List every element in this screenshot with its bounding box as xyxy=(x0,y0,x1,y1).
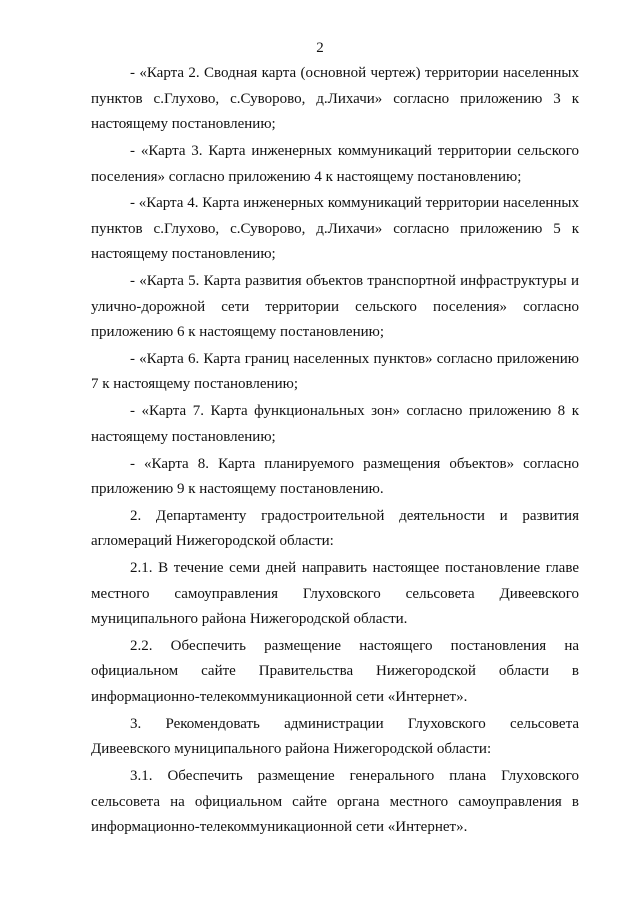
paragraph-map-2: - «Карта 2. Сводная карта (основной чертеж) территории населенных пунктов с.Глухово, с.Суворово, д.Лихачи» согласно приложению 3 к настоящему постановлению; xyxy=(91,65,579,133)
paragraph-map-4: - «Карта 4. Карта инженерных коммуникаций территории населенных пунктов с.Глухово, с.Суворово, д.Лихачи» согласно приложению 5 к настоящему постановлению; xyxy=(91,195,579,263)
paragraph-map-7: - «Карта 7. Карта функциональных зон» согласно приложению 8 к настоящему постановлению; xyxy=(91,403,579,445)
paragraph-item-3: 3. Рекомендовать администрации Глуховского сельсовета Дивеевского муниципального района Нижегородской области: xyxy=(91,715,579,758)
paragraph-item-2: 2. Департаменту градостроительной деятельности и развития агломераций Нижегородской области: xyxy=(91,507,579,550)
page-number: 2 xyxy=(316,40,324,56)
document-body xyxy=(91,60,579,841)
paragraph-item-3-1: 3.1. Обеспечить размещение генерального плана Глуховского сельсовета на официальном сайте органа местного самоуправления в информационно-телекоммуникационной сети «Интернет». xyxy=(91,768,579,836)
paragraph-map-3: - «Карта 3. Карта инженерных коммуникаций территории сельского поселения» согласно приложению 4 к настоящему постановлению; xyxy=(91,143,579,185)
paragraph-map-5: - «Карта 5. Карта развития объектов транспортной инфраструктуры и улично-дорожной сети территории сельского поселения» согласно приложению 6 к настоящему постановлению; xyxy=(91,273,579,341)
paragraph-item-2-2: 2.2. Обеспечить размещение настоящего постановления на официальном сайте Правительства Нижегородской области в информационно-телекоммуникационной сети «Интернет». xyxy=(91,637,579,705)
paragraph-map-8: - «Карта 8. Карта планируемого размещения объектов» согласно приложению 9 к настоящему постановлению. xyxy=(91,455,579,498)
paragraph-map-6: - «Карта 6. Карта границ населенных пунктов» согласно приложению 7 к настоящему постановлению; xyxy=(91,350,579,393)
paragraph-item-2-1: 2.1. В течение семи дней направить настоящее постановление главе местного самоуправления Глуховского сельсовета Дивеевского муниципального района Нижегородской области. xyxy=(91,560,579,628)
